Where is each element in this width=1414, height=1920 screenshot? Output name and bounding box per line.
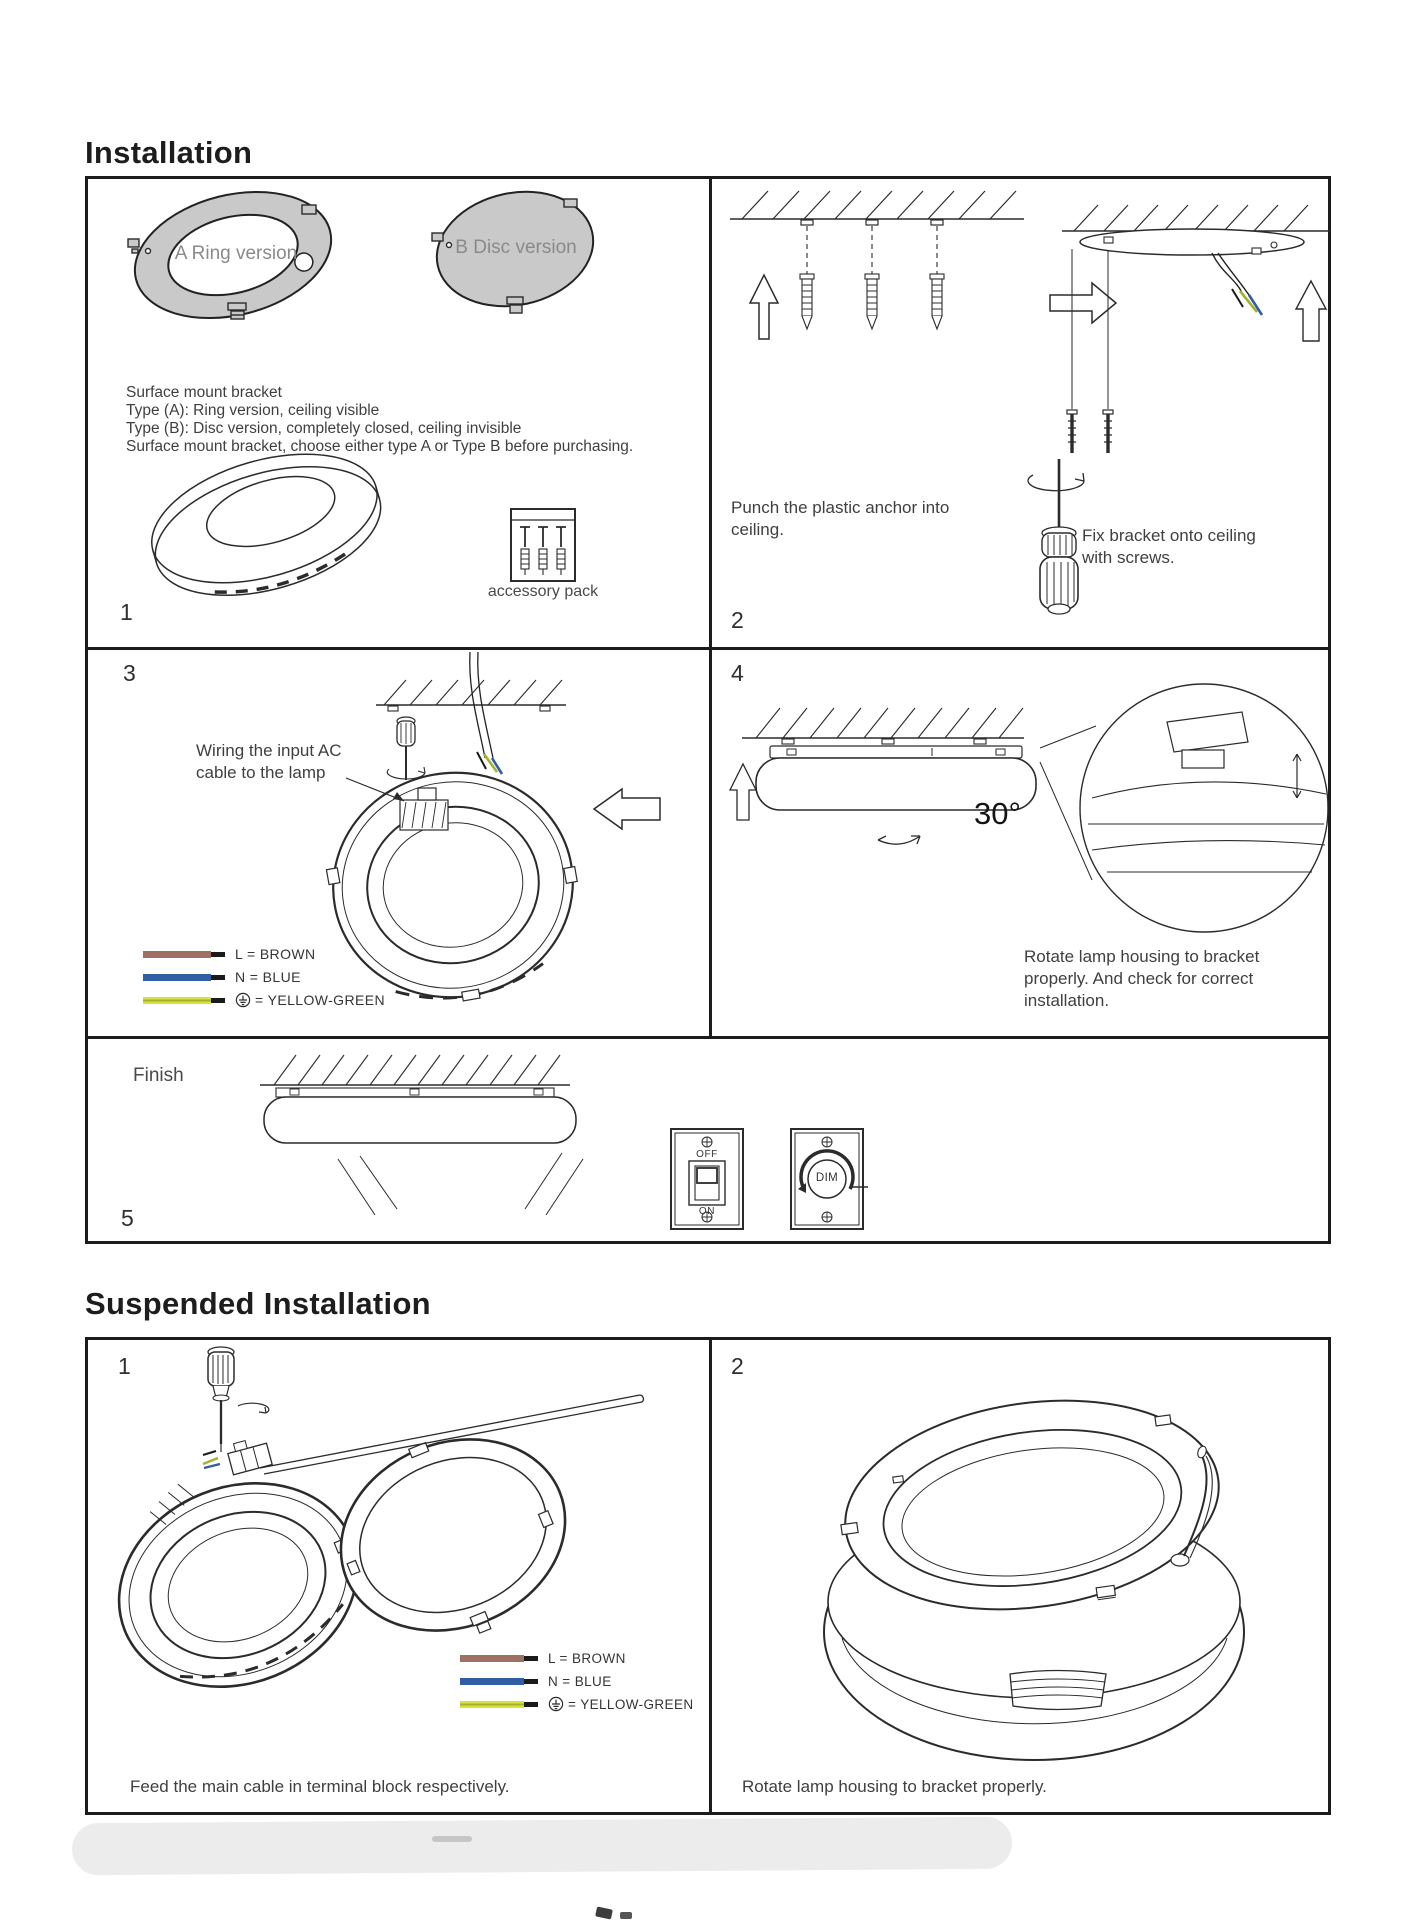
desc-line-2: Type (A): Ring version, ceiling visible (126, 402, 380, 419)
terminal-block-icon (226, 1435, 272, 1474)
earth-ground-icon (548, 1696, 564, 1712)
page-edge-mark (595, 1906, 613, 1919)
vent-slots-icon (1010, 1671, 1106, 1710)
accessory-pack-label: accessory pack (487, 583, 599, 600)
step2-caption-screws: Fix bracket onto ceiling with screws. (1082, 526, 1256, 567)
legend-row-blue (460, 1675, 694, 1687)
panel-suspended-step1 (88, 1340, 709, 1812)
ceiling-hatch (260, 1055, 570, 1085)
legend-row-yellow-green (460, 1698, 694, 1710)
legend-blue-label: N = BLUE (548, 1673, 612, 1689)
screws-icon (1067, 249, 1113, 453)
lamp-back-icon (88, 1432, 388, 1722)
step5-number: 5 (121, 1205, 134, 1231)
mounting-ring-icon (310, 1403, 597, 1672)
rotate-arrow-icon (878, 836, 920, 844)
detail-circle-icon (1080, 684, 1328, 932)
panel-step4 (712, 650, 1334, 1036)
mounted-lamp-icon (264, 1088, 576, 1143)
step2-number: 2 (731, 607, 744, 633)
panel-suspended-step2 (712, 1340, 1334, 1812)
legend-row-brown (143, 948, 385, 960)
installation-title: Installation (85, 135, 253, 170)
terminal-wires (203, 1451, 220, 1468)
plastic-anchors-icon (800, 226, 944, 329)
erased-area-mark (432, 1836, 472, 1842)
legend-row-brown (460, 1652, 694, 1664)
legend-row-blue (143, 971, 385, 983)
erased-area-artifact (72, 1817, 1012, 1876)
suspended-step2-number: 2 (731, 1353, 744, 1379)
panel-step3 (88, 650, 709, 1036)
ceiling-bracket-icon (1080, 229, 1304, 255)
rotation-angle-label: 30° (974, 796, 1021, 831)
accessory-pack-icon (511, 509, 575, 581)
input-cable-icon (470, 652, 502, 774)
finish-label: Finish (133, 1065, 184, 1086)
screwdriver-icon (208, 1347, 269, 1452)
bracket-description (126, 384, 691, 456)
suspended-step2-caption: Rotate lamp housing to bracket properly. (742, 1777, 1047, 1796)
desc-line-4: Surface mount bracket, choose either type A or Type B before purchasing. (126, 438, 634, 455)
switch-on-label: ON (698, 1206, 716, 1217)
screwdriver-icon (387, 717, 425, 780)
suspended2-illustration (712, 1340, 1334, 1812)
panel-step2 (712, 179, 1334, 647)
panel-step1 (88, 179, 709, 647)
up-arrow-icon (730, 764, 756, 820)
switch-off-label: OFF (696, 1149, 718, 1160)
page-edge-mark (620, 1912, 632, 1919)
step1-number: 1 (120, 599, 133, 625)
installation-steps-box (85, 176, 1331, 1244)
ceiling-hatch (742, 708, 1024, 744)
panel-step5 (88, 1039, 1334, 1247)
disc-version-label: B Disc version (455, 237, 577, 258)
yellow-green-wire-icon (143, 995, 227, 1006)
legend-brown-label: L = BROWN (548, 1650, 626, 1666)
step3-number: 3 (123, 660, 136, 686)
hanging-wires-icon (1212, 253, 1262, 315)
legend-brown-label: L = BROWN (235, 946, 316, 962)
desc-line-1: Surface mount bracket (126, 384, 282, 401)
suspended1-illustration (88, 1340, 709, 1812)
blue-wire-icon (143, 972, 227, 983)
ceiling-hatch-left (730, 191, 1024, 225)
suspended-step1-caption: Feed the main cable in terminal block respectively. (130, 1777, 510, 1796)
step3-caption: Wiring the input AC cable to the lamp (196, 741, 342, 782)
left-arrow-icon (594, 789, 660, 829)
legend-yellow-green-label: = YELLOW-GREEN (568, 1696, 694, 1712)
legend-yellow-green-label: = YELLOW-GREEN (255, 992, 385, 1008)
brown-wire-icon (460, 1653, 540, 1664)
dim-knob-label: DIM (815, 1172, 839, 1184)
step4-caption: Rotate lamp housing to bracket properly. And check for correct installation. (1024, 947, 1260, 1010)
suspended-steps-box (85, 1337, 1331, 1815)
panel2-illustration (712, 179, 1334, 647)
blue-wire-icon (460, 1676, 540, 1687)
suspended-installation-title: Suspended Installation (85, 1286, 431, 1321)
ring-version-label: A Ring version (174, 243, 298, 264)
bracket-3d-icon (137, 431, 396, 619)
up-arrow-icon (1296, 281, 1326, 341)
earth-ground-icon (235, 992, 251, 1008)
wire-legend (143, 948, 385, 1017)
yellow-green-wire-icon (460, 1699, 540, 1710)
step4-number: 4 (731, 660, 744, 686)
ceiling-hatch-right (1062, 205, 1330, 231)
legend-row-yellow-green (143, 994, 385, 1006)
step2-caption-anchor: Punch the plastic anchor into ceiling. (731, 498, 950, 539)
legend-blue-label: N = BLUE (235, 969, 301, 985)
screwdriver-icon (1028, 459, 1084, 614)
light-rays (338, 1153, 583, 1215)
brown-wire-icon (143, 949, 227, 960)
right-arrow-icon (1050, 283, 1116, 323)
suspended-step1-number: 1 (118, 1353, 131, 1379)
wire-legend (460, 1652, 694, 1721)
desc-line-3: Type (B): Disc version, completely closed, ceiling invisible (126, 420, 522, 437)
up-arrow-icon (750, 275, 778, 339)
